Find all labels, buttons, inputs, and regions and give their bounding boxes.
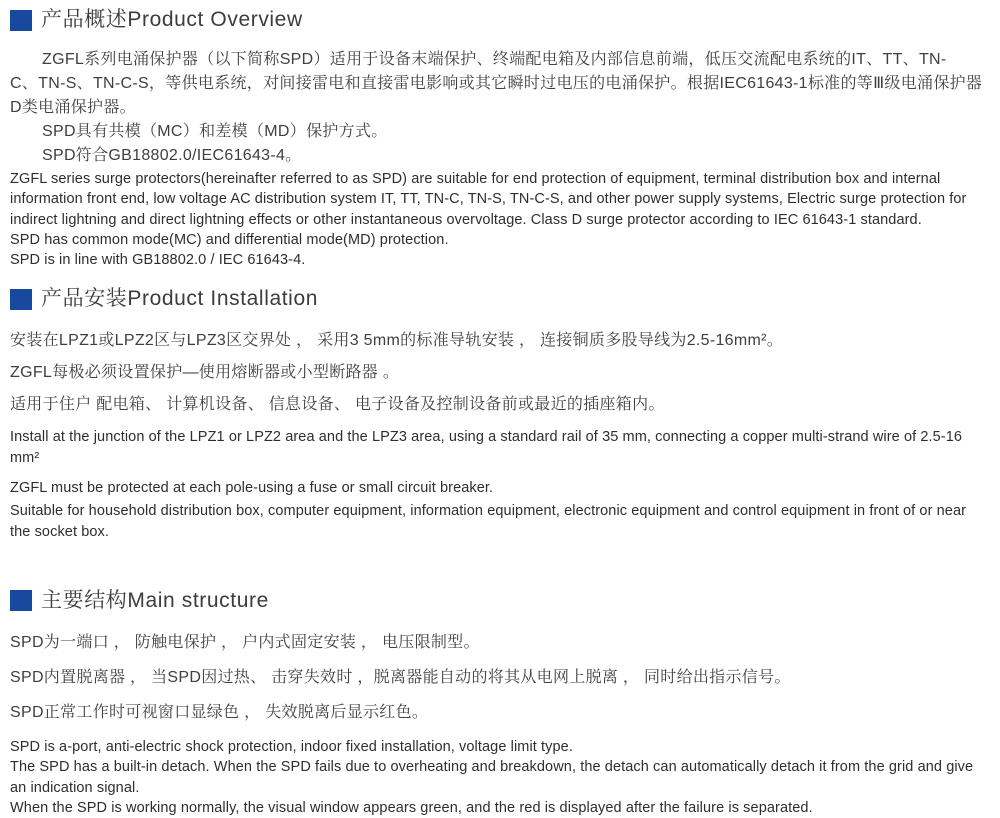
- section-title: 主要结构Main structure: [41, 588, 269, 612]
- section-heading-installation: [10, 287, 990, 311]
- en-text-line: information front end, low voltage AC distribution system IT, TT, TN-C, TN-S, TN-C-S, and other power supply systems, Electric surge protection for: [10, 191, 967, 208]
- section-product-overview: [10, 8, 990, 270]
- en-text-line: The SPD has a built-in detach. When the SPD fails due to overheating and breakdown, the detach can automatically detach it from the grid and give an indication signal.: [10, 759, 974, 796]
- cn-text-line: SPD内置脱离器 ， 当SPD因过热、 击穿失效时 ，脱离器能自动的将其从电网上脱离 ， 同时给出指示信号。: [10, 668, 791, 686]
- cn-text-line: SPD符合GB18802.0/IEC61643-4。: [42, 147, 302, 164]
- en-text-line: SPD has common mode(MC) and differential mode(MD) protection.: [10, 231, 449, 248]
- structure-chinese-text: [10, 632, 990, 724]
- cn-text-line: ZGFL系列电涌保护器（以下简称SPD）适用于设备末端保护、终端配电箱及内部信息前端，低压交流配电系统的IT、TT、TN-: [42, 51, 947, 68]
- section-heading-structure: [10, 589, 990, 613]
- en-text-line: SPD is in line with GB18802.0 / IEC 61643-4.: [10, 252, 306, 269]
- en-text-line: indirect lightning and direct lightning effects or other instantaneous overvoltage. Class D surge protector according to IEC 61643-1 standard.: [10, 211, 922, 228]
- en-text-line: When the SPD is working normally, the visual window appears green, and the red is displayed after the failure is separated.: [10, 799, 813, 816]
- section-main-structure: [10, 589, 990, 818]
- en-text-line: Suitable for household distribution box, computer equipment, information equipment, electronic equipment and control equipment in front of or near the socket box.: [10, 503, 967, 540]
- cn-text-line: D类电涌保护器。: [10, 99, 136, 116]
- en-text-line: ZGFL must be protected at each pole-using a fuse or small circuit breaker.: [10, 480, 494, 497]
- blue-square-bullet-icon: [10, 289, 32, 310]
- cn-text-line: SPD正常工作时可视窗口显绿色 ， 失效脱离后显示红色。: [10, 703, 429, 721]
- cn-text-line: ZGFL每极必须设置保护—使用熔断器或小型断路器 。: [10, 364, 400, 382]
- en-text-line: Install at the junction of the LPZ1 or LPZ2 area and the LPZ3 area, using a standard rail of 35 mm, connecting a copper multi-strand wire of 2.5-16 mm²: [10, 429, 963, 466]
- cn-text-line: 适用于住户 配电箱、 计算机设备、 信息设备、 电子设备及控制设备前或最近的插座箱内。: [10, 396, 665, 414]
- blue-square-bullet-icon: [10, 10, 32, 31]
- cn-text-line: C、TN-S、TN-C-S，等供电系统，对间接雷电和直接雷电影响或其它瞬时过电压的电涌保护。根据IEC61643-1标准的等Ⅲ级电涌保护器: [10, 75, 983, 92]
- section-title: 产品概述Product Overview: [41, 8, 303, 31]
- cn-text-line: SPD具有共模（MC）和差模（MD）保护方式。: [42, 123, 388, 140]
- section-heading-overview: [10, 8, 990, 32]
- cn-text-line: 安装在LPZ1或LPZ2区与LPZ3区交界处 ， 采用3 5mm的标准导轨安装 ， 连接铜质多股导线为2.5-16mm²。: [10, 332, 784, 350]
- structure-english-text: [10, 737, 990, 818]
- installation-chinese-text: [10, 330, 990, 416]
- installation-english-text: [10, 427, 990, 541]
- en-text-line: ZGFL series surge protectors(hereinafter referred to as SPD) are suitable for end protection of equipment, terminal distribution box and internal: [10, 171, 941, 187]
- en-text-line: SPD is a-port, anti-electric shock protection, indoor fixed installation, voltage limit type.: [10, 738, 573, 755]
- section-product-installation: [10, 287, 990, 541]
- overview-english-text: [10, 169, 990, 270]
- section-title: 产品安装Product Installation: [41, 287, 319, 311]
- blue-square-bullet-icon: [10, 590, 32, 611]
- cn-text-line: SPD为一端口 ， 防触电保护 ， 户内式固定安装 ， 电压限制型。: [10, 633, 480, 651]
- overview-chinese-text: [10, 48, 990, 168]
